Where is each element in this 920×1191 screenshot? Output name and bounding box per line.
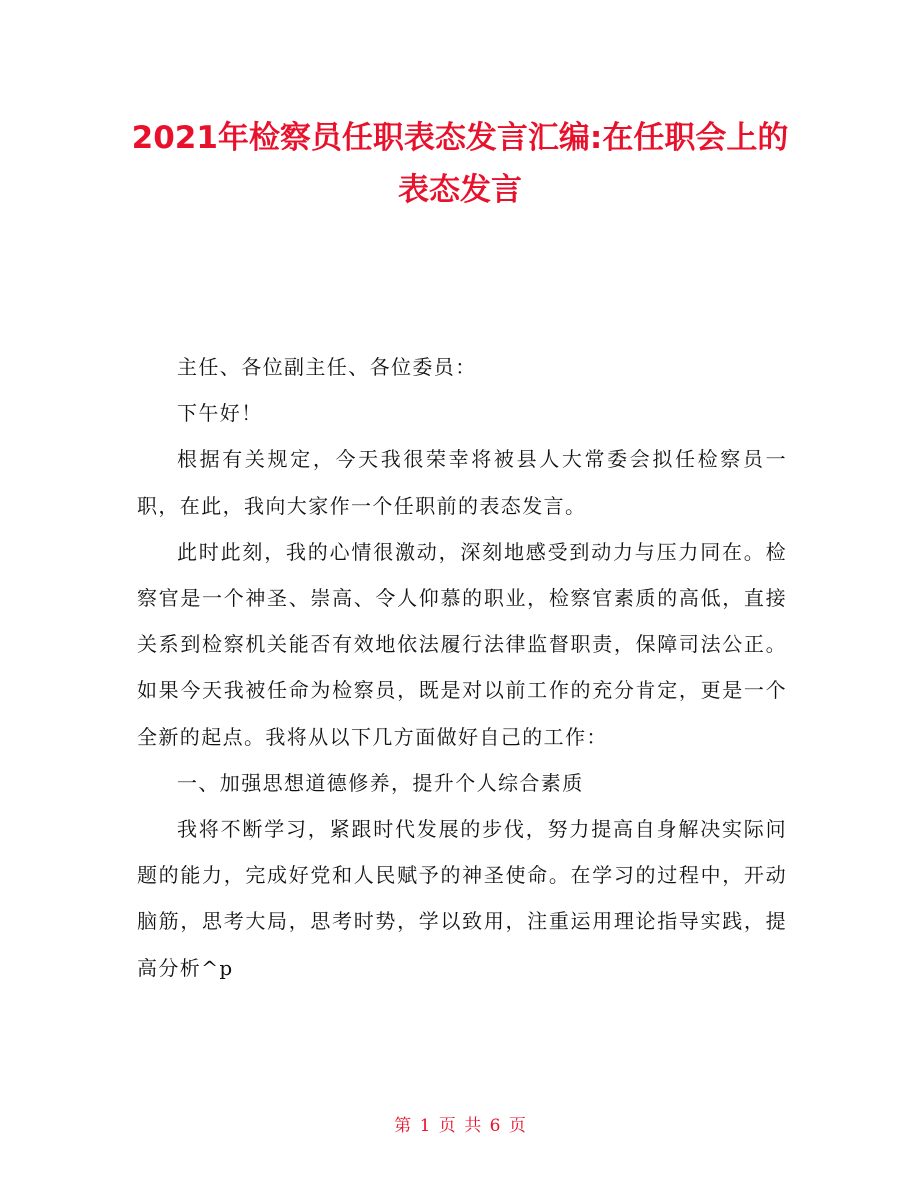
document-title: 2021年检察员任职表态发言汇编:在任职会上的表态发言 <box>131 120 789 208</box>
document-body <box>137 344 787 991</box>
paragraph-feelings: 此时此刻，我的心情很激动，深刻地感受到动力与压力同在。检察官是一个神圣、崇高、令人仰慕的职业，检察官素质的高低，直接关系到检察机关能否有效地依法履行法律监督职责，保障司法公正。如果今天我被任命为检察员，既是对以前工作的充分肯定，更是一个全新的起点。我将从以下几方面做好自己的工作： <box>137 539 787 749</box>
paragraph-greeting: 下午好！ <box>177 401 263 426</box>
paragraph-study: 我将不断学习，紧跟时代发展的步伐，努力提高自身解决实际问题的能力，完成好党和人民赋予的神圣使命。在学习的过程中，开动脑筋，思考大局，思考时势，学以致用，注重运用理论指导实践，提高分析^p <box>137 817 787 980</box>
paragraph-salutation: 主任、各位副主任、各位委员： <box>177 355 477 379</box>
paragraph-intro: 根据有关规定，今天我很荣幸将被县人大常委会拟任检察员一职，在此，我向大家作一个任职前的表态发言。 <box>137 447 787 518</box>
page-number-footer: 第 1 页 共 6 页 <box>394 1116 526 1136</box>
section-heading-1: 一、加强思想道德修养，提升个人综合素质 <box>177 770 584 795</box>
